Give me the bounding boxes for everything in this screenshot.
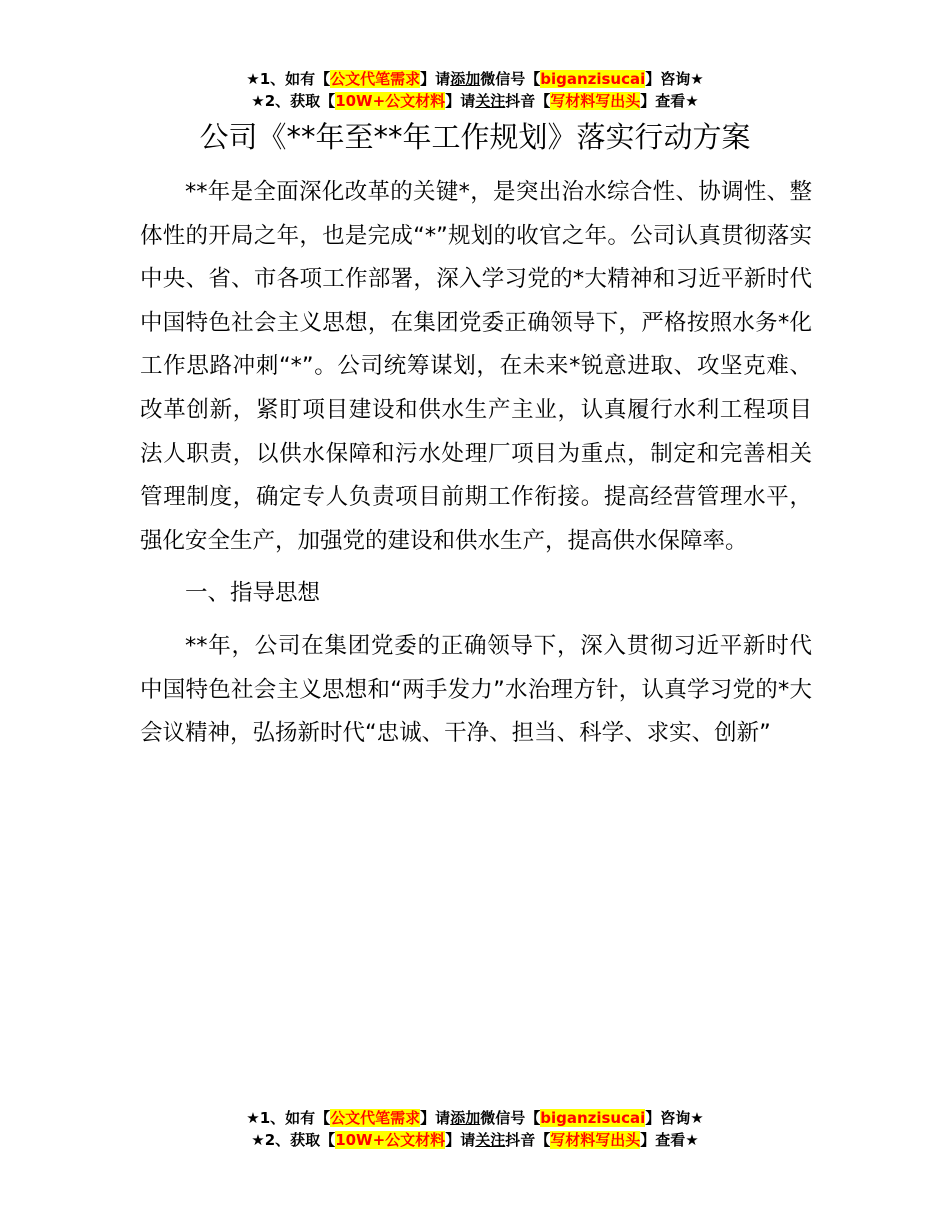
banner-text: ★2、获取【 — [251, 1131, 336, 1149]
banner-highlight: 写材料写出头 — [550, 92, 641, 110]
banner-highlight: 公文代笔需求 — [330, 70, 421, 88]
banner-highlight: biganzisucai — [540, 1109, 646, 1127]
banner-underline: 关注 — [475, 92, 506, 110]
paragraph-intro: **年是全面深化改革的关键*，是突出治水综合性、协调性、整体性的开局之年，也是完成“*”规划的收官之年。公司认真贯彻落实中央、省、市各项工作部署，深入学习党的*大精神和习近平新时代中国特色社会主义思想，在集团党委正确领导下，严格按照水务*化工作思路冲刺“*”。公司统筹谋划，在未来*锐意进取、攻坚克难、改革创新，紧盯项目建设和供水生产主业，认真履行水利工程项目法人职责，以供水保障和污水处理厂项目为重点，制定和完善相关管理制度，确定专人负责项目前期工作衔接。提高经营管理水平，强化安全生产，加强党的建设和供水生产，提高供水保障率。 — [140, 179, 812, 554]
banner-text: 】请 — [445, 1131, 476, 1149]
banner-highlight: 10W+公文材料 — [335, 1131, 446, 1149]
document-body — [140, 171, 812, 765]
banner-text: 】请 — [445, 92, 476, 110]
banner-text: ★2、获取【 — [251, 92, 336, 110]
banner-line-2 — [0, 90, 950, 112]
banner-text: 】请 — [420, 1109, 451, 1127]
banner-highlight: 写材料写出头 — [550, 1131, 641, 1149]
banner-underline: 添加 — [450, 70, 481, 88]
paragraph-guiding: **年，公司在集团党委的正确领导下，深入贯彻习近平新时代中国特色社会主义思想和“两手发力”水治理方针，认真学习党的*大会议精神，弘扬新时代“忠诚、干净、担当、科学、求实、创新” — [140, 632, 812, 747]
banner-text: 微信号【 — [480, 70, 541, 88]
banner-underline: 添加 — [450, 1109, 481, 1127]
banner-underline: 关注 — [475, 1131, 506, 1149]
banner-text: 微信号【 — [480, 1109, 541, 1127]
banner-line-1 — [0, 1107, 950, 1129]
banner-highlight: 公文代笔需求 — [330, 1109, 421, 1127]
banner-text: 抖音【 — [505, 1131, 551, 1149]
banner-text: 】查看★ — [640, 1131, 699, 1149]
banner-text: 】查看★ — [640, 92, 699, 110]
banner-text: 】咨询★ — [645, 70, 704, 88]
banner-line-1 — [0, 68, 950, 90]
banner-text: 抖音【 — [505, 92, 551, 110]
footer-banner — [0, 1107, 950, 1151]
section-heading: 一、指导思想 — [185, 580, 321, 607]
banner-line-2 — [0, 1129, 950, 1151]
banner-text: ★1、如有【 — [246, 70, 331, 88]
banner-text: 】咨询★ — [645, 1109, 704, 1127]
banner-text: 】请 — [420, 70, 451, 88]
document-title: 公司《**年至**年工作规划》落实行动方案 — [199, 120, 751, 154]
banner-text: ★1、如有【 — [246, 1109, 331, 1127]
banner-highlight: 10W+公文材料 — [335, 92, 446, 110]
header-banner — [0, 68, 950, 112]
banner-highlight: biganzisucai — [540, 70, 646, 88]
